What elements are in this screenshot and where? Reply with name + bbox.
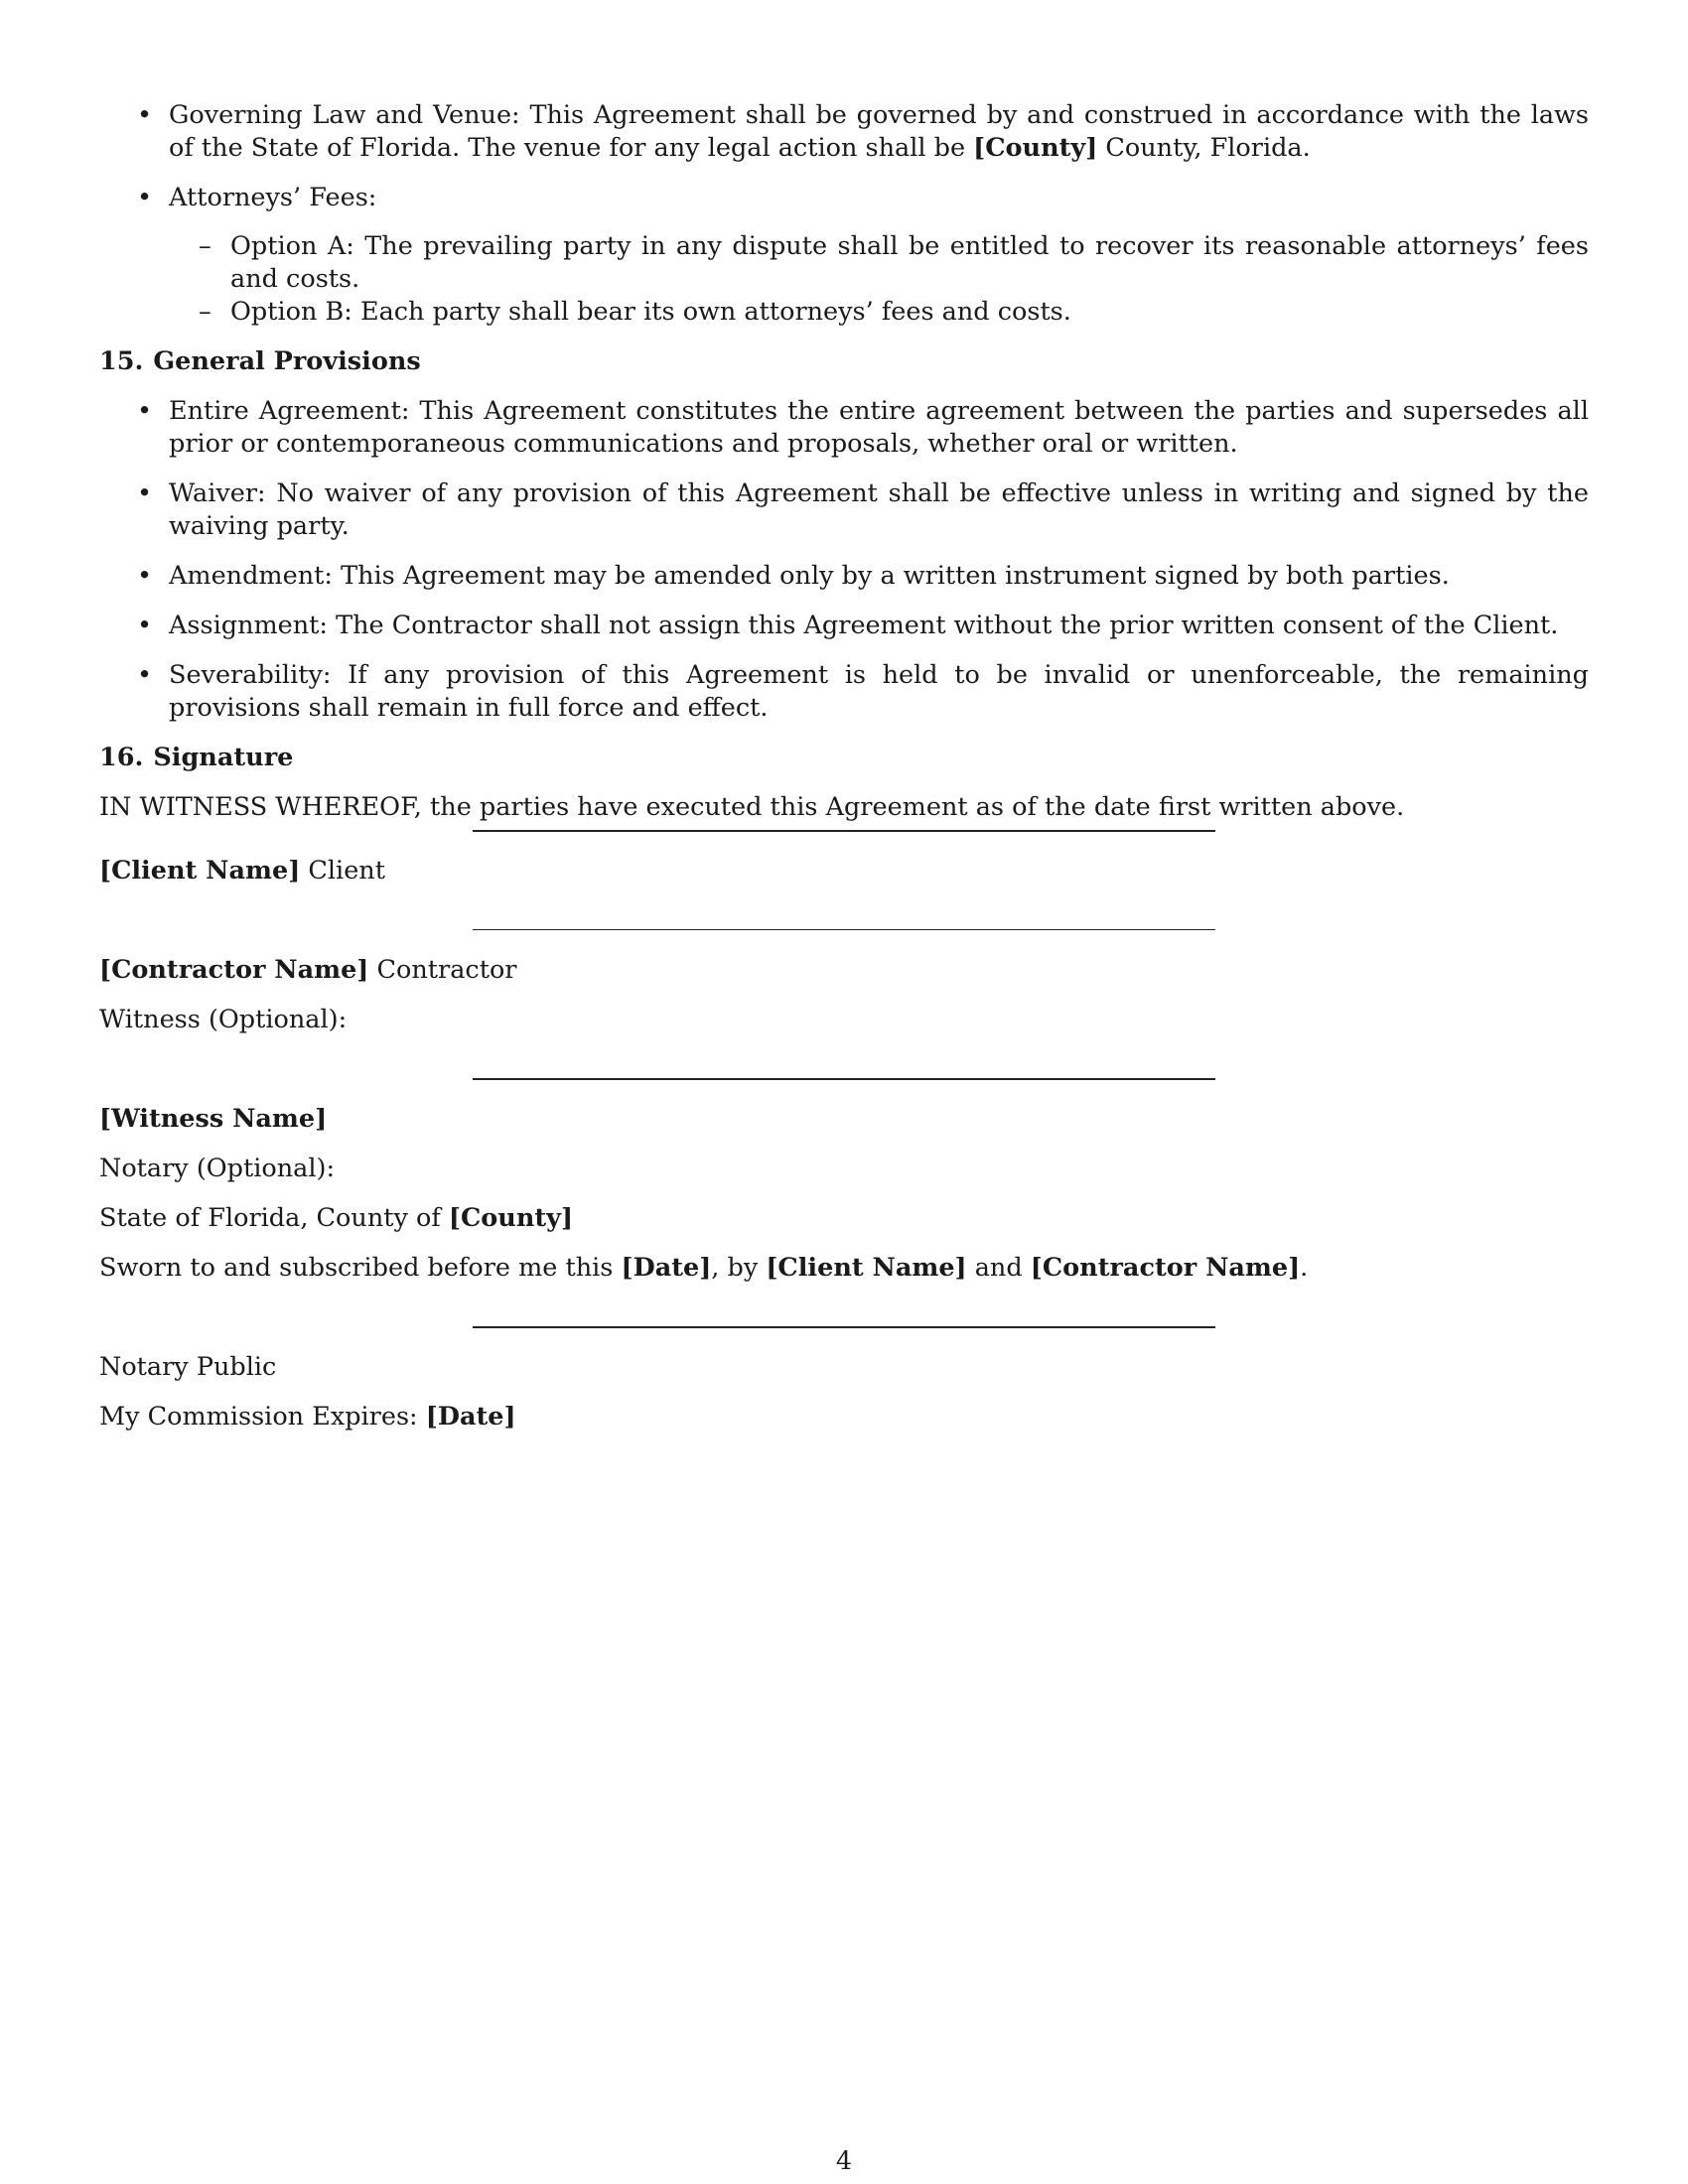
provision-severability: • Severability: If any provision of this Agreement is held to be invalid or unenforceable, the remaining provisions shall remain in full force and effect.	[99, 659, 1589, 725]
sworn-prefix: Sworn to and subscribed before me this	[99, 1253, 614, 1283]
governing-law-label: Governing Law and Venue:	[169, 100, 520, 130]
section-15-heading	[99, 345, 1589, 378]
sworn-statement	[99, 1252, 1308, 1285]
sworn-client-placeholder: [Client Name]	[766, 1253, 967, 1283]
section-16-heading	[99, 742, 1589, 774]
witness-name-placeholder: [Witness Name]	[99, 1104, 328, 1134]
section-15-title: General Provisions	[153, 346, 421, 376]
provision-entire-agreement: • Entire Agreement: This Agreement constitutes the entire agreement between the parties and supersedes all prior or contemporaneous communications and proposals, whether oral or written.	[99, 395, 1589, 461]
witness-signature-label	[99, 1103, 327, 1136]
witness-optional-label: Witness (Optional):	[99, 1005, 348, 1034]
sworn-date-placeholder: [Date]	[621, 1253, 712, 1283]
county-placeholder-notary: [County]	[448, 1203, 574, 1233]
contractor-role: Contractor	[376, 955, 517, 985]
contractor-name-placeholder: [Contractor Name]	[99, 955, 369, 985]
commission-label: My Commission Expires:	[99, 1402, 418, 1432]
section14-list	[99, 99, 1589, 329]
sworn-and: and	[974, 1253, 1023, 1283]
section-15-number: 15.	[99, 346, 144, 376]
witness-clause: IN WITNESS WHEREOF, the parties have executed this Agreement as of the date first written above.	[99, 792, 1405, 822]
sworn-by: , by	[711, 1253, 759, 1283]
client-role: Client	[308, 856, 385, 886]
client-name-placeholder: [Client Name]	[99, 856, 301, 886]
provision-assignment: • Assignment: The Contractor shall not assign this Agreement without the prior written consent of the Client.	[99, 610, 1589, 642]
section-16-number: 16.	[99, 743, 144, 772]
contractor-signature-line	[473, 929, 1215, 930]
client-signature-line	[473, 830, 1215, 832]
governing-law-text: This Agreement shall be governed by and construed in accordance with the laws of the State of Florida. The venue for any legal action shall be	[169, 100, 1590, 163]
option-b: – Option B: Each party shall bear its own attorneys’ fees and costs.	[169, 296, 1589, 329]
county-placeholder: [County]	[973, 133, 1098, 163]
provision-amendment: • Amendment: This Agreement may be amended only by a written instrument signed by both parties.	[99, 560, 1589, 593]
section15-list	[99, 395, 1589, 725]
notary-public-label: Notary Public	[99, 1352, 277, 1382]
attorneys-fees-label: Attorneys’ Fees:	[169, 183, 377, 212]
state-county-line	[99, 1202, 573, 1235]
witness-signature-line	[473, 1078, 1215, 1080]
state-county-prefix: State of Florida, County of	[99, 1203, 441, 1233]
section-16-title: Signature	[153, 743, 294, 772]
commission-date-placeholder: [Date]	[425, 1402, 516, 1432]
notary-signature-line	[473, 1326, 1215, 1328]
page-number: 4	[835, 2146, 853, 2176]
provision-waiver: • Waiver: No waiver of any provision of this Agreement shall be effective unless in writing and signed by the waiving party.	[99, 478, 1589, 543]
sworn-period: .	[1300, 1253, 1309, 1283]
governing-law-text-end: County, Florida.	[1105, 133, 1311, 163]
attorneys-fees-item	[99, 182, 1589, 329]
option-a: – Option A: The prevailing party in any dispute shall be entitled to recover its reasonable attorneys’ fees and costs.	[169, 230, 1589, 296]
contractor-signature-label	[99, 954, 516, 987]
client-signature-label	[99, 855, 385, 887]
sworn-contractor-placeholder: [Contractor Name]	[1030, 1253, 1301, 1283]
governing-law-item	[99, 99, 1589, 165]
notary-optional-label: Notary (Optional):	[99, 1154, 336, 1183]
attorneys-fees-options	[169, 230, 1589, 329]
document-page	[99, 99, 1589, 841]
commission-expires-line	[99, 1401, 516, 1433]
